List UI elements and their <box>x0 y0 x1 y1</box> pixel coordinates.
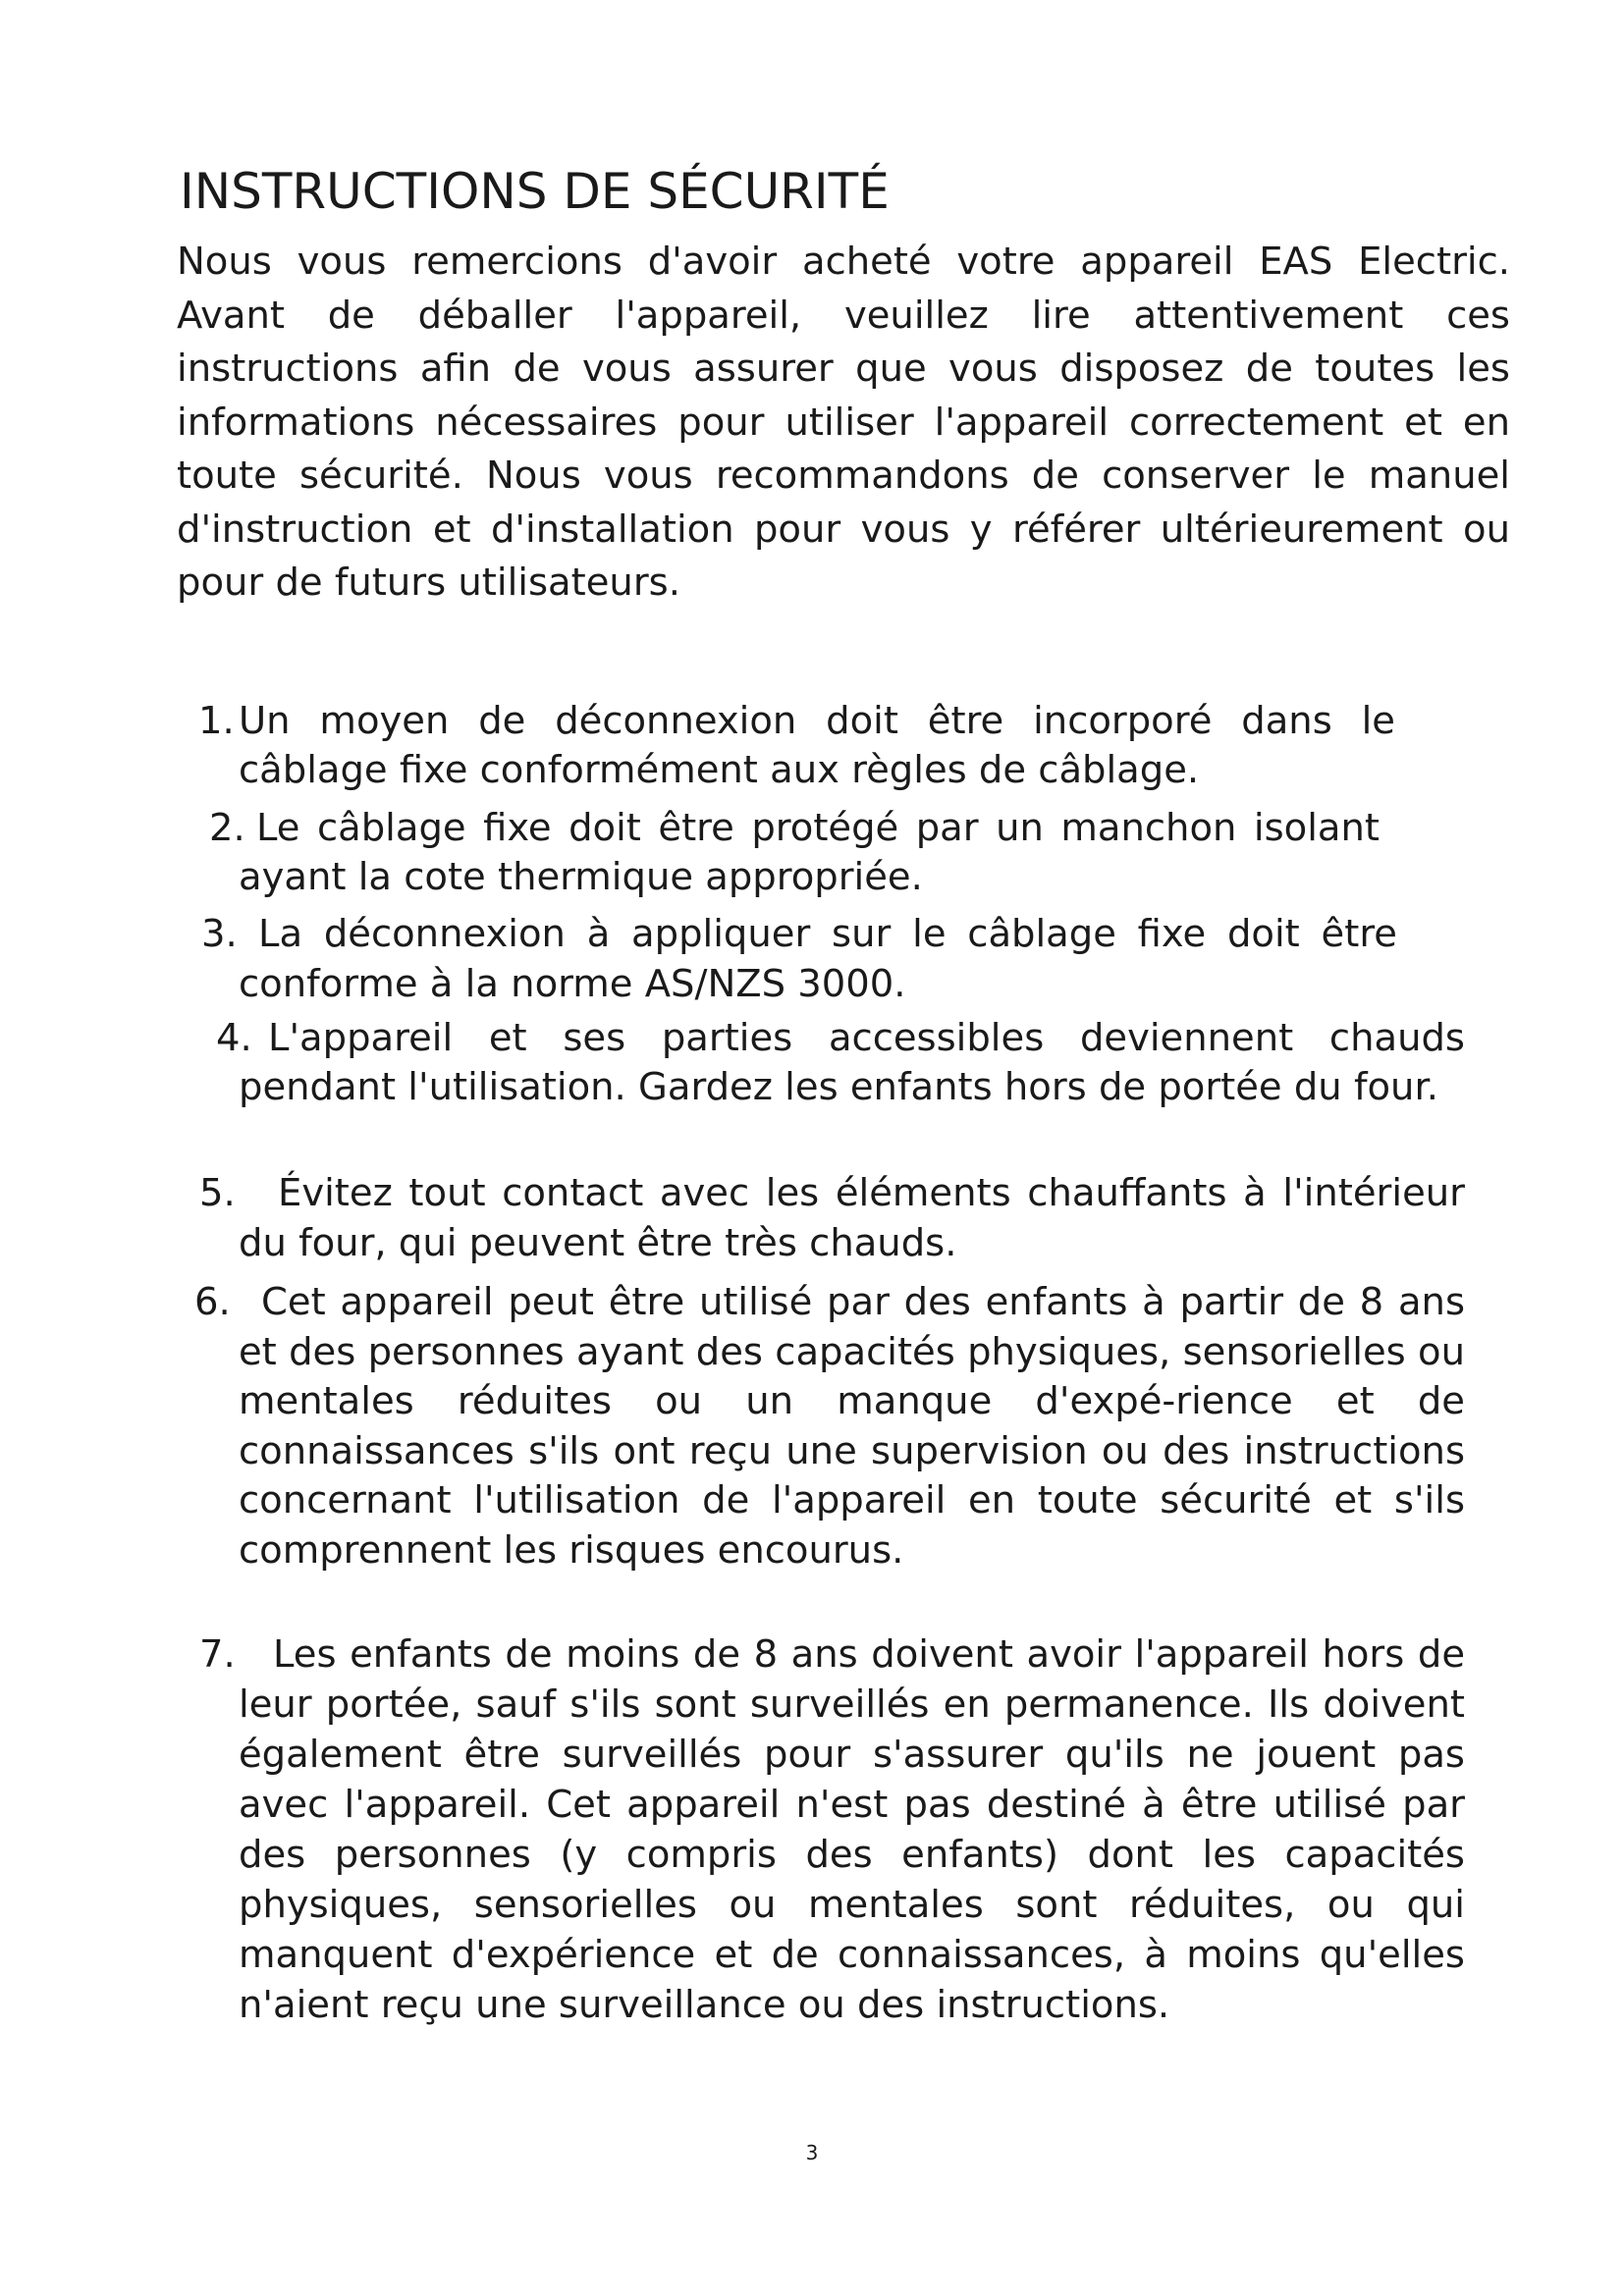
list-item-number: 6. <box>194 1280 231 1324</box>
list-item <box>198 697 1395 795</box>
list-item <box>209 804 1380 902</box>
list-item <box>194 1278 1465 1575</box>
list-item-number: 2. <box>209 806 245 850</box>
list-item <box>201 909 1397 1009</box>
list-item-text: L'appareil et ses parties accessibles deviennent chauds pendant l'utilisation. Gardez les enfants hors de portée du four. <box>239 1016 1465 1109</box>
list-item <box>199 1168 1465 1268</box>
page-number: 3 <box>805 2141 819 2164</box>
list-item-text: Les enfants de moins de 8 ans doivent avoir l'appareil hors de leur portée, sauf s'ils sont surveillés en permanence. Ils doivent également être surveillés pour s'assurer qu'ils ne jouent pas avec l'appareil. Cet appareil n'est pas destiné à être utilisé par des personnes (y compris des enfants) dont les capacités physiques, sensorielles ou mentales sont réduites, ou qui manquent d'expérience et de connaissances, à moins qu'elles n'aient reçu une surveillance ou des instructions. <box>239 1632 1465 2027</box>
list-item-text: Un moyen de déconnexion doit être incorporé dans le câblage fixe conformément aux règles de câblage. <box>239 699 1395 792</box>
list-item-number: 4. <box>216 1016 252 1060</box>
list-item-number: 7. <box>199 1632 236 1677</box>
list-item-text: Le câblage fixe doit être protégé par un manchon isolant ayant la cote thermique appropriée. <box>239 806 1380 899</box>
page-title: INSTRUCTIONS DE SÉCURITÉ <box>180 163 890 220</box>
list-item-text: Évitez tout contact avec les éléments chauffants à l'intérieur du four, qui peuvent être très chauds. <box>239 1171 1465 1265</box>
list-item <box>199 1629 1465 2030</box>
list-item <box>216 1014 1465 1112</box>
list-item-text: Cet appareil peut être utilisé par des enfants à partir de 8 ans et des personnes ayant des capacités physiques, sensorielles ou mentales réduites ou un manque d'expé-rience et de connaissances s'ils ont reçu une supervision ou des instructions concernant l'utilisation de l'appareil en toute sécurité et s'ils comprennent les risques encourus. <box>239 1280 1465 1573</box>
list-item-text: La déconnexion à appliquer sur le câblage fixe doit être conforme à la norme AS/NZS 3000. <box>239 912 1397 1006</box>
list-item-number: 3. <box>201 912 238 956</box>
intro-paragraph: Nous vous remercions d'avoir acheté votre appareil EAS Electric. Avant de déballer l'appareil, veuillez lire attentivement ces instructions afin de vous assurer que vous disposez de toutes les informations nécessaires pour utiliser l'appareil correctement et en toute sécurité. Nous vous recommandons de conserver le manuel d'instruction et d'installation pour vous y référer ultérieurement ou pour de futurs utilisateurs. <box>177 240 1510 605</box>
list-item-number: 1. <box>198 699 235 743</box>
list-item-number: 5. <box>199 1171 236 1215</box>
